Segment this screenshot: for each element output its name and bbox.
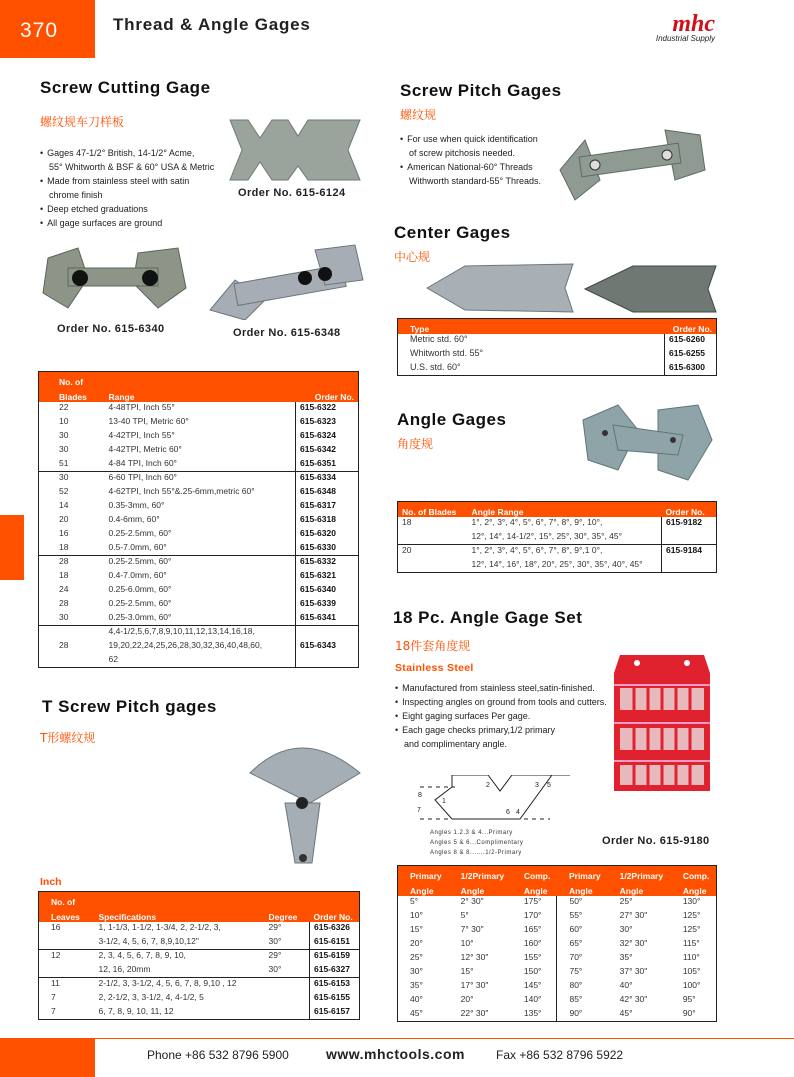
table-row (398, 334, 717, 348)
table-cell: 22 (59, 401, 69, 412)
order-9180: Order No. 615-9180 (602, 835, 710, 847)
table-row (39, 542, 359, 556)
blades-table (38, 371, 359, 668)
table-cell: 11 (39, 978, 95, 992)
col-header: Range (105, 387, 296, 402)
table-cell: 4-62TPI, Inch 55°&.25-6mm,metric 60° (108, 485, 255, 496)
table-cell: 2° 30" (460, 895, 484, 906)
screw-pitch-gages-image (555, 120, 707, 202)
angle-title: Angle Gages (397, 410, 507, 429)
table-row (398, 896, 717, 910)
table-cell: 29° (268, 921, 282, 932)
table-cell: 155° (523, 951, 542, 962)
table-cell: 18 (59, 541, 69, 552)
t-screw-table (38, 891, 360, 1020)
table-row (39, 430, 359, 444)
table-cell: 615-6341 (296, 612, 359, 626)
table-cell: 40° (619, 979, 633, 990)
bullet: • Inspecting angles on ground from tools and cutters. (395, 695, 607, 709)
table-cell: 615-6159 (310, 950, 360, 964)
center-table (397, 318, 717, 376)
col-header: Leaves (39, 907, 95, 922)
table-cell: 100° (682, 979, 701, 990)
t-screw-gage-image (240, 733, 368, 868)
table-row (39, 556, 359, 570)
angle-gages-image (578, 400, 714, 482)
table-cell (265, 1006, 310, 1020)
table-cell: 55° (557, 910, 608, 924)
table-row (39, 416, 359, 430)
table-cell: 30° (619, 923, 633, 934)
diagram-label: 6 (506, 809, 510, 816)
table-cell: 85° (557, 994, 608, 1008)
col-header: Comp. (512, 866, 557, 881)
col-header: Order No. (662, 502, 717, 517)
table-cell: 615-6351 (296, 458, 359, 472)
table-row (39, 570, 359, 584)
table-cell: 615-6255 (665, 348, 717, 362)
table-cell: 1°, 2°, 3°, 4°, 5°, 6°, 7°, 8°, 9°, 10°, (471, 516, 603, 527)
table-cell (39, 936, 95, 950)
table-cell: 615-6151 (310, 936, 360, 950)
table-cell: 170° (523, 909, 542, 920)
bullet: • American National-60° Threads (400, 160, 541, 174)
table-cell: 0.5-7.0mm, 60° (108, 541, 167, 552)
table-row (39, 402, 359, 416)
angle-set-title: 18 Pc. Angle Gage Set (393, 608, 583, 627)
table-cell: 105° (682, 965, 701, 976)
center-cn: 中心规 (394, 250, 431, 264)
side-tab (0, 515, 24, 580)
table-cell: 30° (410, 965, 423, 976)
t-screw-title: T Screw Pitch gages (42, 697, 217, 716)
table-cell: U.S. std. 60° (410, 361, 461, 372)
table-cell: 0.25-2.5mm, 60° (108, 597, 172, 608)
page-number: 370 (20, 19, 59, 42)
table-cell: 615-9182 (662, 517, 717, 531)
angle-set-table (397, 865, 717, 1022)
table-row (398, 980, 717, 994)
col-header: No. of (39, 372, 105, 387)
angle-set-cn: 18件套角度规 (395, 639, 471, 653)
table-row (39, 528, 359, 542)
table-cell: 10° (410, 909, 423, 920)
table-row (39, 950, 360, 964)
table-row (39, 514, 359, 528)
table-cell: 4-42TPI, Inch 55° (108, 429, 175, 440)
table-cell: Whitworth std. 55° (410, 347, 484, 358)
table-cell: 0.4-6mm, 60° (108, 513, 160, 524)
angle-diagram (410, 775, 570, 825)
col-header: Specifications (95, 907, 265, 922)
table-cell: 615-6326 (310, 922, 360, 936)
angle-table (397, 501, 717, 573)
legend-line: Angles 8 & 8.......1/2-Primary (430, 850, 522, 856)
table-row (39, 458, 359, 472)
table-cell: 28 (59, 639, 69, 650)
col-header: Angle (557, 881, 608, 896)
table-cell: 615-6348 (296, 486, 359, 500)
table-cell: 12°, 14°, 16°, 18°, 20°, 25°, 30°, 35°, 40°, 45° (471, 558, 643, 569)
col-header: Primary (398, 866, 449, 881)
table-cell: 62 (108, 653, 118, 664)
table-cell: 20 (398, 545, 468, 559)
col-header: Type (398, 319, 665, 334)
table-row (39, 584, 359, 598)
table-cell: 24 (59, 583, 69, 594)
table-cell: 0.25-6.0mm, 60° (108, 583, 172, 594)
t-screw-cn: T形螺纹规 (40, 731, 96, 745)
table-cell: 0.4-7.0mm, 60° (108, 569, 167, 580)
diagram-label: 7 (417, 807, 421, 814)
order-6340: Order No. 615-6340 (57, 323, 165, 335)
table-row (398, 531, 717, 545)
table-row (39, 978, 360, 992)
table-cell (398, 531, 468, 545)
table-cell: 615-6321 (296, 570, 359, 584)
table-cell: 30 (39, 472, 105, 486)
table-cell: 30 (59, 611, 69, 622)
table-cell: 35° (619, 951, 633, 962)
table-cell: 10° (460, 937, 474, 948)
angle-cn: 角度规 (397, 437, 434, 451)
table-cell: 4-84 TPI, Inch 60° (108, 457, 177, 468)
logo (640, 11, 715, 43)
table-cell: 3-1/2, 4, 5, 6, 7, 8,9,10,12" (98, 935, 199, 946)
table-cell: 0.35-3mm, 60° (108, 499, 165, 510)
table-cell: 19,20,22,24,25,26,28,30,32,36,40,48,60, (108, 639, 263, 650)
table-cell: 615-9184 (662, 545, 717, 559)
table-cell: 115° (682, 937, 700, 948)
table-cell: 615-6300 (665, 362, 717, 376)
table-cell: 1, 1-1/3, 1-1/2, 1-3/4, 2, 2-1/2, 3, (98, 921, 221, 932)
table-cell (662, 559, 717, 573)
table-cell: 615-6339 (296, 598, 359, 612)
table-cell (265, 978, 310, 992)
bullet: • All gage surfaces are ground (40, 216, 214, 230)
table-row (39, 936, 360, 950)
logo-subtitle: Industrial Supply (655, 34, 715, 43)
table-cell: 0.25-3.0mm, 60° (108, 611, 172, 622)
col-header: 1/2Primary (449, 866, 512, 881)
screw-pitch-gage-image-2 (205, 240, 365, 320)
diagram-legend (430, 828, 523, 858)
footer-line (95, 1038, 794, 1039)
table-row (398, 910, 717, 924)
table-cell: 4-42TPI, Metric 60° (108, 443, 182, 454)
table-row (39, 612, 359, 626)
table-cell: 125° (682, 909, 701, 920)
table-row (39, 472, 359, 486)
table-row (39, 640, 359, 654)
table-cell: 90° (557, 1008, 608, 1022)
inch-label: Inch (40, 876, 62, 888)
col-header: Angle (608, 881, 671, 896)
table-row (398, 966, 717, 980)
table-cell: 615-6327 (310, 964, 360, 978)
material-label: Stainless Steel (395, 662, 474, 674)
table-cell: 70° (557, 952, 608, 966)
col-header: Order No. (310, 907, 360, 922)
table-cell: 5° (410, 895, 419, 906)
table-cell (265, 992, 310, 1006)
table-cell (296, 626, 359, 640)
table-cell: 165° (523, 923, 542, 934)
table-cell: 2-1/2, 3, 3-1/2, 4, 5, 6, 7, 8, 9,10 , 12 (95, 978, 265, 992)
col-header: Order No. (296, 387, 359, 402)
bullet: chrome finish (49, 190, 103, 200)
table-cell: 615-6323 (296, 416, 359, 430)
footer-website[interactable]: www.mhctools.com (326, 1046, 465, 1062)
logo-text: mhc (672, 11, 715, 37)
legend-line: Angles 5 & 6...Complimentary (430, 840, 524, 846)
table-cell: 45° (410, 1007, 423, 1018)
col-header: Primary (557, 866, 608, 881)
table-cell: Metric std. 60° (410, 333, 468, 344)
legend-line: Angles 1.2.3 & 4...Primary (430, 830, 513, 836)
screw-pitch-gage-image-1 (38, 238, 188, 318)
bullet: • Gages 47-1/2° British, 14-1/2° Acme, (40, 146, 214, 160)
table-cell: 150° (523, 965, 542, 976)
table-row (398, 952, 717, 966)
table-cell: 13-40 TPI, Metric 60° (108, 415, 189, 426)
table-cell: 18 (402, 516, 412, 527)
bullet: 55° Whitworth & BSF & 60° USA & Metric (49, 162, 215, 172)
table-cell: 28 (59, 597, 69, 608)
table-cell: 40° (410, 993, 423, 1004)
table-cell: 20° (460, 993, 474, 1004)
col-header: No. of (39, 892, 95, 907)
table-row (398, 994, 717, 1008)
table-cell: 27° 30" (619, 909, 648, 920)
table-cell: 615-6334 (296, 472, 359, 486)
table-cell: 29° (265, 950, 310, 964)
bullet: • For use when quick identification (400, 132, 541, 146)
table-cell: 615-6260 (665, 334, 717, 348)
table-cell (39, 654, 105, 668)
table-row (398, 559, 717, 573)
table-cell: 615-6155 (310, 992, 360, 1006)
bullet: • Manufactured from stainless steel,satin-finished. (395, 681, 607, 695)
table-cell: 615-6340 (296, 584, 359, 598)
table-cell: 20° (410, 937, 423, 948)
table-cell: 17° 30" (460, 979, 489, 990)
table-cell: 6, 7, 8, 9, 10, 11, 12 (98, 1005, 174, 1016)
table-cell: 42° 30" (619, 993, 648, 1004)
table-row (398, 362, 717, 376)
table-row (39, 992, 360, 1006)
table-cell: 22° 30" (460, 1007, 489, 1018)
diagram-label: 4 (516, 809, 520, 816)
footer-box (0, 1038, 95, 1077)
col-header: 1/2Primary (608, 866, 671, 881)
bullet: and complimentary angle. (404, 739, 508, 749)
table-row (39, 922, 360, 936)
table-cell: 175° (523, 895, 542, 906)
table-cell (398, 559, 468, 573)
table-cell: 52 (59, 485, 69, 496)
order-6348: Order No. 615-6348 (233, 327, 341, 339)
table-cell: 30 (59, 443, 69, 454)
col-header: Angle (398, 881, 449, 896)
table-cell: 135° (523, 1007, 542, 1018)
diagram-label: 3 (535, 782, 539, 789)
table-row (39, 486, 359, 500)
diagram-label: 8 (418, 792, 422, 799)
table-cell: 45° (619, 1007, 633, 1018)
screw-cutting-bullets (40, 146, 214, 230)
center-gage-image-1 (425, 262, 575, 314)
table-cell (39, 964, 95, 978)
table-row (39, 1006, 360, 1020)
table-cell: 32° 30" (619, 937, 648, 948)
table-cell: 145° (523, 979, 542, 990)
col-header: Angle (449, 881, 512, 896)
col-header: Angle (671, 881, 717, 896)
table-cell: 75° (557, 966, 608, 980)
table-cell: 5° (460, 909, 469, 920)
table-cell: 95° (682, 993, 696, 1004)
diagram-label: 5 (547, 782, 551, 789)
table-cell: 615-6343 (296, 640, 359, 654)
center-gage-image-2 (583, 264, 718, 314)
col-header: Degree (265, 907, 310, 922)
table-cell: 51 (59, 457, 69, 468)
table-cell: 615-6153 (310, 978, 360, 992)
table-cell: 60° (557, 924, 608, 938)
footer-phone: Phone +86 532 8796 5900 (147, 1048, 289, 1062)
table-cell: 7° 30" (460, 923, 484, 934)
table-row (39, 444, 359, 458)
table-cell: 25° (619, 895, 633, 906)
table-cell: 140° (523, 993, 542, 1004)
bullet: • Made from stainless steel with satin (40, 174, 214, 188)
table-row (39, 654, 359, 668)
table-row (39, 500, 359, 514)
table-row (398, 348, 717, 362)
col-header: Order No. (665, 319, 717, 334)
table-cell (296, 654, 359, 668)
diagram-label: 2 (486, 782, 490, 789)
table-cell: 2, 3, 4, 5, 6, 7, 8, 9, 10, (95, 950, 265, 964)
table-cell: 615-6322 (296, 402, 359, 416)
table-cell: 30 (59, 429, 69, 440)
table-row (398, 545, 717, 559)
table-cell: 30° (268, 935, 282, 946)
table-cell: 110° (682, 951, 700, 962)
bullet: • Deep etched graduations (40, 202, 214, 216)
table-row (39, 626, 359, 640)
table-cell: 6-60 TPI, Inch 60° (105, 472, 296, 486)
col-header: Angle (512, 881, 557, 896)
table-row (398, 517, 717, 531)
bullet: Withworth standard-55° Threads. (409, 176, 541, 186)
table-row (398, 938, 717, 952)
table-cell (662, 531, 717, 545)
table-row (398, 924, 717, 938)
table-cell: 10 (59, 415, 69, 426)
angle-gage-set-pouch-image (612, 653, 712, 793)
table-cell: 4,4-1/2,5,6,7,8,9,10,11,12,13,14,16,18, (105, 626, 296, 640)
table-cell: 160° (523, 937, 542, 948)
diagram-label: 1 (442, 798, 446, 805)
col-header: Blades (39, 387, 105, 402)
table-cell: 30° (268, 963, 282, 974)
table-cell: 15° (460, 965, 474, 976)
screw-cutting-title: Screw Cutting Gage (40, 78, 211, 97)
col-header: Comp. (671, 866, 717, 881)
table-cell (39, 626, 105, 640)
table-cell: 615-6324 (296, 430, 359, 444)
table-cell: 12, 16, 20mm (98, 963, 151, 974)
table-cell: 615-6157 (310, 1006, 360, 1020)
bullet: of screw pitchosis needed. (409, 148, 516, 158)
table-cell: 615-6330 (296, 542, 359, 556)
angle-set-bullets (395, 681, 607, 751)
table-cell: 615-6342 (296, 444, 359, 458)
table-cell: 12° 30" (460, 951, 489, 962)
screw-pitch-bullets (400, 132, 541, 188)
table-cell: 18 (59, 569, 69, 580)
table-cell: 7 (51, 1005, 56, 1016)
table-cell: 1°, 2°, 3°, 4°, 5°, 6°, 7°, 8°, 9°,1 0°, (468, 545, 662, 559)
table-row (398, 1008, 717, 1022)
table-cell: 15° (410, 923, 423, 934)
table-cell: 37° 30" (619, 965, 648, 976)
table-cell: 0.25-2.5mm, 60° (105, 556, 296, 570)
table-cell: 0.25-2.5mm, 60° (108, 527, 172, 538)
center-title: Center Gages (394, 223, 511, 242)
table-row (39, 598, 359, 612)
screw-cutting-cn: 螺纹规车刀样板 (40, 115, 125, 129)
order-6124: Order No. 615-6124 (238, 187, 346, 199)
table-cell: 12 (39, 950, 95, 964)
screw-pitch-title: Screw Pitch Gages (400, 81, 562, 100)
table-cell: 50° (557, 896, 608, 910)
screw-cutting-gage-image (228, 116, 363, 184)
page-title: Thread & Angle Gages (113, 15, 311, 34)
table-cell: 7 (51, 991, 56, 1002)
table-cell: 4-48TPI, Inch 55° (108, 401, 175, 412)
col-header: No. of Blades (398, 502, 468, 517)
table-cell: 80° (557, 980, 608, 994)
table-cell: 125° (682, 923, 701, 934)
table-cell: 130° (682, 895, 701, 906)
table-cell: 615-6332 (296, 556, 359, 570)
bullet: • Each gage checks primary,1/2 primary (395, 723, 607, 737)
bullet: • Eight gaging surfaces Per gage. (395, 709, 607, 723)
table-cell: 14 (59, 499, 69, 510)
table-cell: 28 (39, 556, 105, 570)
table-cell: 16 (51, 921, 61, 932)
table-cell: 12°, 14°, 14-1/2°, 15°, 25°, 30°, 35°, 45° (471, 530, 623, 541)
table-cell: 615-6318 (296, 514, 359, 528)
table-cell: 65° (557, 938, 608, 952)
table-cell: 615-6317 (296, 500, 359, 514)
table-cell: 16 (59, 527, 69, 538)
col-header: Angle Range (468, 502, 662, 517)
table-cell: 25° (410, 951, 423, 962)
table-cell: 90° (682, 1007, 696, 1018)
table-cell: 35° (410, 979, 423, 990)
screw-pitch-cn: 螺纹规 (400, 108, 437, 122)
table-cell: 2, 2-1/2, 3, 3-1/2, 4, 4-1/2, 5 (98, 991, 204, 1002)
table-cell: 615-6320 (296, 528, 359, 542)
table-row (39, 964, 360, 978)
footer-fax: Fax +86 532 8796 5922 (496, 1048, 624, 1062)
table-cell: 20 (59, 513, 69, 524)
